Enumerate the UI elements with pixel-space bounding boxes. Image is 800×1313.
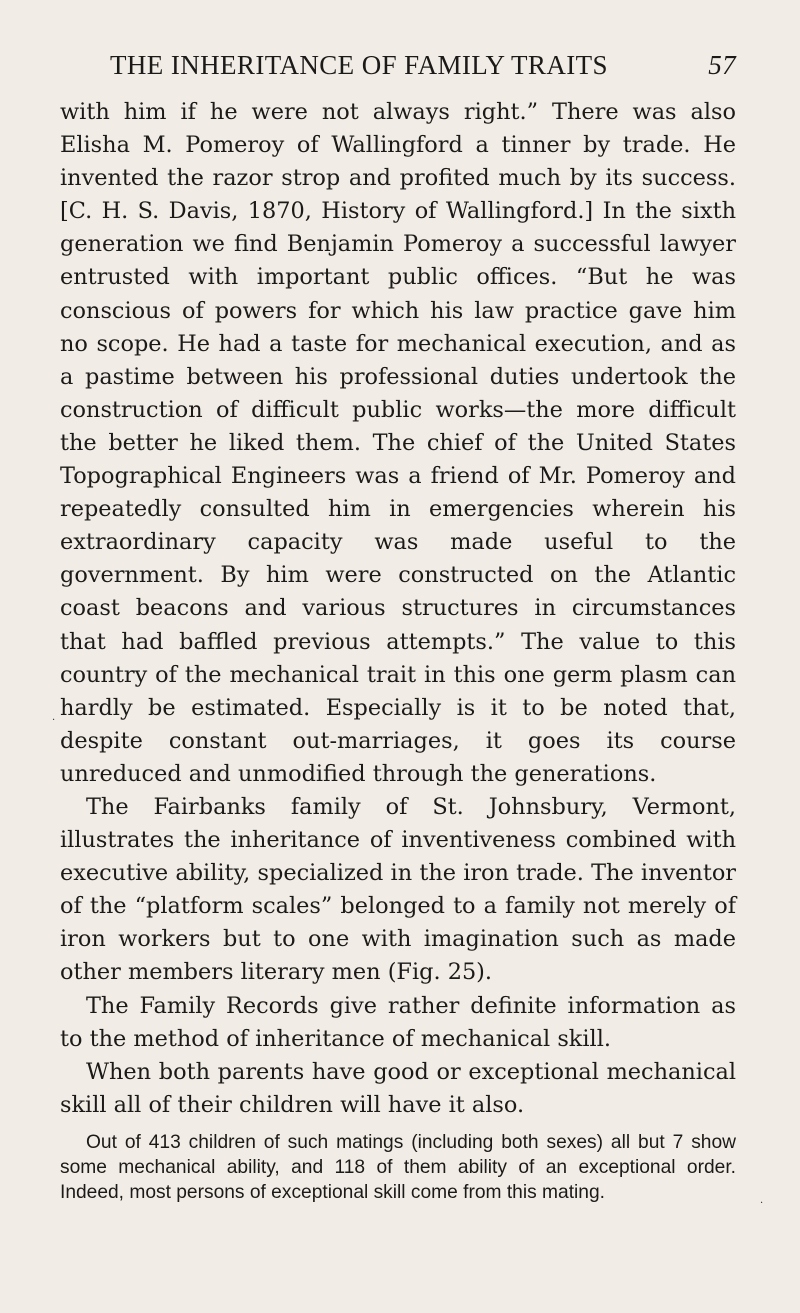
paragraph-pomeroy: with him if he were not always right.” There was also Elisha M. Pomeroy of Wallingford a tinner by trade. He invented the razor strop and profited much by its success. [C. H. S. Davis, 1870, History of Wallingford.] In the sixth generation we find Benjamin Pomeroy a successful lawyer entrusted with important public offices. “But he was conscious of powers for which his law practice gave him no scope. He had a taste for mechanical execution, and as a pastime between his professional duties undertook the construction of difficult public works—the more difficult the better he liked them. The chief of the United States Topographical Engineers was a friend of Mr. Pomeroy and repeatedly consulted him in emergencies wherein his extraordinary capacity was made useful to the government. By him were constructed on the Atlantic coast beacons and various structures in circumstances that had baffled previous attempts.” The value to this country of the mechanical trait in this one germ plasm can hardly be estimated. Especially is it to be noted that, despite constant out-marriages, it goes its course unreduced and unmodified through the generations. bbox=[60, 99, 736, 787]
book-page bbox=[60, 50, 736, 1205]
small-paragraph: Out of 413 children of such matings (including both sexes) all but 7 show some mechanical ability, and 118 of them ability of an exceptional order. Indeed, most persons of exceptional skill come from this mating. bbox=[60, 1131, 736, 1203]
paragraph-family-records: The Family Records give rather definite information as to the method of inheritance of mechanical skill. bbox=[60, 992, 736, 1052]
body-text bbox=[60, 96, 736, 1122]
margin-mark: · bbox=[52, 715, 56, 726]
running-head bbox=[60, 50, 736, 90]
statistics-note bbox=[60, 1130, 736, 1205]
page-number: 57 bbox=[708, 50, 736, 80]
running-title: THE INHERITANCE OF FAMILY TRAITS bbox=[110, 50, 608, 80]
margin-mark-right: · bbox=[760, 1198, 764, 1209]
paragraph-both-parents: When both parents have good or exceptional mechanical skill all of their children will have it also. bbox=[60, 1058, 736, 1118]
paragraph-fairbanks: The Fairbanks family of St. Johnsbury, Vermont, illustrates the inheritance of inventiveness combined with executive ability, specialized in the iron trade. The inventor of the “platform scales” belonged to a family not merely of iron workers but to one with imagination such as made other members literary men (Fig. 25). bbox=[60, 793, 736, 986]
